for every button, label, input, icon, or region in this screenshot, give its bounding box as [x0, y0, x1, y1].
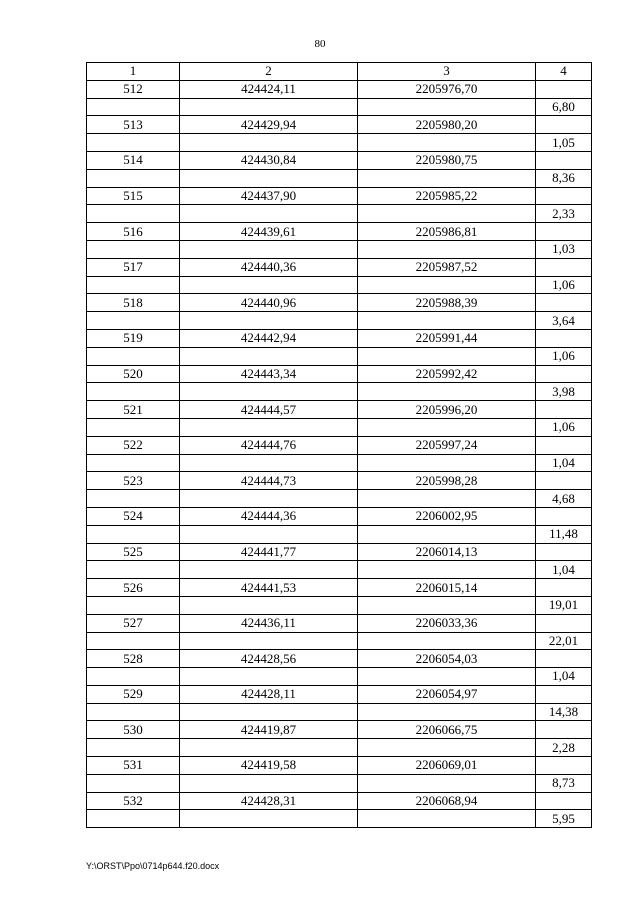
point-number-cell: 520 [87, 365, 180, 383]
y-coordinate-cell [358, 703, 536, 721]
distance-cell [536, 151, 592, 169]
table-row [87, 507, 592, 525]
table-body [87, 80, 592, 827]
x-coordinate-cell: 424440,36 [180, 258, 358, 276]
table-row [87, 258, 592, 276]
point-number-cell: 512 [87, 80, 180, 98]
point-number-cell [87, 703, 180, 721]
x-coordinate-cell: 424444,73 [180, 472, 358, 490]
point-number-cell [87, 134, 180, 152]
point-number-cell: 523 [87, 472, 180, 490]
y-coordinate-cell: 2206002,95 [358, 507, 536, 525]
y-coordinate-cell [358, 418, 536, 436]
distance-cell: 3,64 [536, 312, 592, 330]
point-number-cell: 518 [87, 294, 180, 312]
distance-cell [536, 507, 592, 525]
y-coordinate-cell: 2205987,52 [358, 258, 536, 276]
distance-cell [536, 329, 592, 347]
y-coordinate-cell [358, 454, 536, 472]
x-coordinate-cell: 424419,87 [180, 721, 358, 739]
distance-cell [536, 757, 592, 775]
coordinates-table [86, 62, 592, 828]
x-coordinate-cell: 424430,84 [180, 151, 358, 169]
x-coordinate-cell [180, 596, 358, 614]
y-coordinate-cell: 2206066,75 [358, 721, 536, 739]
y-coordinate-cell: 2205986,81 [358, 223, 536, 241]
distance-cell: 4,68 [536, 490, 592, 508]
point-number-cell [87, 312, 180, 330]
distance-cell: 8,36 [536, 169, 592, 187]
table-row [87, 614, 592, 632]
table-row [87, 401, 592, 419]
point-number-cell [87, 454, 180, 472]
distance-cell [536, 80, 592, 98]
point-number-cell [87, 525, 180, 543]
point-number-cell [87, 418, 180, 436]
point-number-cell [87, 169, 180, 187]
point-number-cell: 515 [87, 187, 180, 205]
table-row [87, 187, 592, 205]
table-row [87, 418, 592, 436]
table-row [87, 347, 592, 365]
y-coordinate-cell [358, 810, 536, 828]
y-coordinate-cell [358, 347, 536, 365]
point-number-cell: 526 [87, 579, 180, 597]
point-number-cell: 522 [87, 436, 180, 454]
table-row [87, 561, 592, 579]
table-row [87, 151, 592, 169]
distance-cell [536, 294, 592, 312]
x-coordinate-cell: 424428,56 [180, 650, 358, 668]
y-coordinate-cell [358, 739, 536, 757]
y-coordinate-cell [358, 596, 536, 614]
x-coordinate-cell: 424437,90 [180, 187, 358, 205]
distance-cell: 19,01 [536, 596, 592, 614]
point-number-cell [87, 98, 180, 116]
table-row [87, 240, 592, 258]
distance-cell: 1,04 [536, 668, 592, 686]
point-number-cell: 513 [87, 116, 180, 134]
point-number-cell: 528 [87, 650, 180, 668]
point-number-cell [87, 632, 180, 650]
distance-cell: 22,01 [536, 632, 592, 650]
x-coordinate-cell [180, 383, 358, 401]
y-coordinate-cell: 2206033,36 [358, 614, 536, 632]
distance-cell [536, 116, 592, 134]
y-coordinate-cell [358, 240, 536, 258]
table-row [87, 703, 592, 721]
page-number: 80 [314, 38, 326, 50]
x-coordinate-cell [180, 347, 358, 365]
x-coordinate-cell: 424440,96 [180, 294, 358, 312]
column-header-1: 1 [87, 63, 180, 81]
point-number-cell [87, 739, 180, 757]
y-coordinate-cell: 2205988,39 [358, 294, 536, 312]
distance-cell [536, 543, 592, 561]
table-row [87, 383, 592, 401]
y-coordinate-cell [358, 134, 536, 152]
distance-cell [536, 365, 592, 383]
y-coordinate-cell [358, 98, 536, 116]
y-coordinate-cell: 2205996,20 [358, 401, 536, 419]
y-coordinate-cell: 2205976,70 [358, 80, 536, 98]
x-coordinate-cell [180, 418, 358, 436]
x-coordinate-cell: 424444,76 [180, 436, 358, 454]
point-number-cell: 527 [87, 614, 180, 632]
table-row [87, 80, 592, 98]
y-coordinate-cell [358, 169, 536, 187]
y-coordinate-cell: 2206015,14 [358, 579, 536, 597]
x-coordinate-cell: 424441,53 [180, 579, 358, 597]
point-number-cell [87, 383, 180, 401]
x-coordinate-cell [180, 490, 358, 508]
x-coordinate-cell: 424428,31 [180, 792, 358, 810]
table-row [87, 721, 592, 739]
table-row [87, 472, 592, 490]
x-coordinate-cell [180, 703, 358, 721]
column-header-2: 2 [180, 63, 358, 81]
distance-cell: 3,98 [536, 383, 592, 401]
footer-file-path: Y:\ORST\Ppo\0714p644.f20.docx [86, 861, 220, 871]
table-row [87, 169, 592, 187]
x-coordinate-cell: 424442,94 [180, 329, 358, 347]
distance-cell [536, 721, 592, 739]
distance-cell: 1,06 [536, 276, 592, 294]
y-coordinate-cell: 2205997,24 [358, 436, 536, 454]
distance-cell [536, 650, 592, 668]
point-number-cell: 529 [87, 685, 180, 703]
distance-cell: 1,04 [536, 454, 592, 472]
distance-cell [536, 614, 592, 632]
point-number-cell [87, 276, 180, 294]
distance-cell: 5,95 [536, 810, 592, 828]
distance-cell: 1,06 [536, 347, 592, 365]
table-row [87, 223, 592, 241]
y-coordinate-cell [358, 490, 536, 508]
table-row [87, 312, 592, 330]
x-coordinate-cell [180, 312, 358, 330]
x-coordinate-cell: 424419,58 [180, 757, 358, 775]
distance-cell: 14,38 [536, 703, 592, 721]
table-row [87, 792, 592, 810]
x-coordinate-cell: 424424,11 [180, 80, 358, 98]
point-number-cell [87, 774, 180, 792]
y-coordinate-cell [358, 774, 536, 792]
distance-cell: 1,05 [536, 134, 592, 152]
y-coordinate-cell: 2205980,75 [358, 151, 536, 169]
table-row [87, 98, 592, 116]
x-coordinate-cell: 424444,57 [180, 401, 358, 419]
table-row [87, 365, 592, 383]
point-number-cell: 532 [87, 792, 180, 810]
y-coordinate-cell: 2206014,13 [358, 543, 536, 561]
distance-cell: 6,80 [536, 98, 592, 116]
x-coordinate-cell [180, 169, 358, 187]
y-coordinate-cell [358, 561, 536, 579]
y-coordinate-cell: 2205998,28 [358, 472, 536, 490]
table-row [87, 579, 592, 597]
table-row [87, 436, 592, 454]
distance-cell [536, 401, 592, 419]
distance-cell [536, 579, 592, 597]
point-number-cell [87, 205, 180, 223]
x-coordinate-cell [180, 739, 358, 757]
distance-cell [536, 223, 592, 241]
y-coordinate-cell [358, 668, 536, 686]
y-coordinate-cell [358, 383, 536, 401]
distance-cell [536, 792, 592, 810]
distance-cell: 1,04 [536, 561, 592, 579]
point-number-cell [87, 668, 180, 686]
column-header-3: 3 [358, 63, 536, 81]
point-number-cell [87, 561, 180, 579]
table-row [87, 205, 592, 223]
point-number-cell: 525 [87, 543, 180, 561]
table-row [87, 134, 592, 152]
y-coordinate-cell: 2205992,42 [358, 365, 536, 383]
point-number-cell [87, 347, 180, 365]
y-coordinate-cell: 2205980,20 [358, 116, 536, 134]
table-row [87, 454, 592, 472]
point-number-cell: 531 [87, 757, 180, 775]
distance-cell: 8,73 [536, 774, 592, 792]
y-coordinate-cell [358, 205, 536, 223]
x-coordinate-cell [180, 810, 358, 828]
table-row [87, 774, 592, 792]
table-row [87, 329, 592, 347]
x-coordinate-cell: 424441,77 [180, 543, 358, 561]
x-coordinate-cell [180, 98, 358, 116]
distance-cell [536, 187, 592, 205]
point-number-cell: 521 [87, 401, 180, 419]
table-row [87, 543, 592, 561]
table-row [87, 116, 592, 134]
table-row [87, 596, 592, 614]
y-coordinate-cell: 2206068,94 [358, 792, 536, 810]
point-number-cell: 517 [87, 258, 180, 276]
table-row [87, 810, 592, 828]
table-row [87, 757, 592, 775]
point-number-cell: 514 [87, 151, 180, 169]
point-number-cell [87, 810, 180, 828]
y-coordinate-cell [358, 312, 536, 330]
y-coordinate-cell: 2206054,03 [358, 650, 536, 668]
table-row [87, 490, 592, 508]
x-coordinate-cell [180, 454, 358, 472]
point-number-cell [87, 596, 180, 614]
x-coordinate-cell [180, 561, 358, 579]
distance-cell [536, 685, 592, 703]
y-coordinate-cell: 2205985,22 [358, 187, 536, 205]
y-coordinate-cell [358, 632, 536, 650]
point-number-cell [87, 490, 180, 508]
x-coordinate-cell [180, 134, 358, 152]
table-row [87, 632, 592, 650]
y-coordinate-cell [358, 276, 536, 294]
table-row [87, 276, 592, 294]
table-row [87, 668, 592, 686]
y-coordinate-cell: 2206069,01 [358, 757, 536, 775]
distance-cell: 1,06 [536, 418, 592, 436]
distance-cell: 1,03 [536, 240, 592, 258]
column-header-4: 4 [536, 63, 592, 81]
table-row [87, 650, 592, 668]
x-coordinate-cell [180, 668, 358, 686]
table-header-row [87, 63, 592, 81]
x-coordinate-cell [180, 632, 358, 650]
y-coordinate-cell: 2205991,44 [358, 329, 536, 347]
point-number-cell [87, 240, 180, 258]
x-coordinate-cell [180, 525, 358, 543]
x-coordinate-cell: 424439,61 [180, 223, 358, 241]
table-row [87, 739, 592, 757]
x-coordinate-cell [180, 205, 358, 223]
point-number-cell: 530 [87, 721, 180, 739]
distance-cell [536, 436, 592, 454]
distance-cell: 11,48 [536, 525, 592, 543]
distance-cell: 2,33 [536, 205, 592, 223]
x-coordinate-cell: 424428,11 [180, 685, 358, 703]
x-coordinate-cell [180, 276, 358, 294]
x-coordinate-cell: 424443,34 [180, 365, 358, 383]
x-coordinate-cell [180, 774, 358, 792]
y-coordinate-cell [358, 525, 536, 543]
point-number-cell: 519 [87, 329, 180, 347]
distance-cell [536, 258, 592, 276]
distance-cell [536, 472, 592, 490]
point-number-cell: 516 [87, 223, 180, 241]
table-row [87, 685, 592, 703]
y-coordinate-cell: 2206054,97 [358, 685, 536, 703]
point-number-cell: 524 [87, 507, 180, 525]
x-coordinate-cell: 424429,94 [180, 116, 358, 134]
x-coordinate-cell: 424436,11 [180, 614, 358, 632]
distance-cell: 2,28 [536, 739, 592, 757]
table-row [87, 294, 592, 312]
x-coordinate-cell [180, 240, 358, 258]
table-row [87, 525, 592, 543]
x-coordinate-cell: 424444,36 [180, 507, 358, 525]
